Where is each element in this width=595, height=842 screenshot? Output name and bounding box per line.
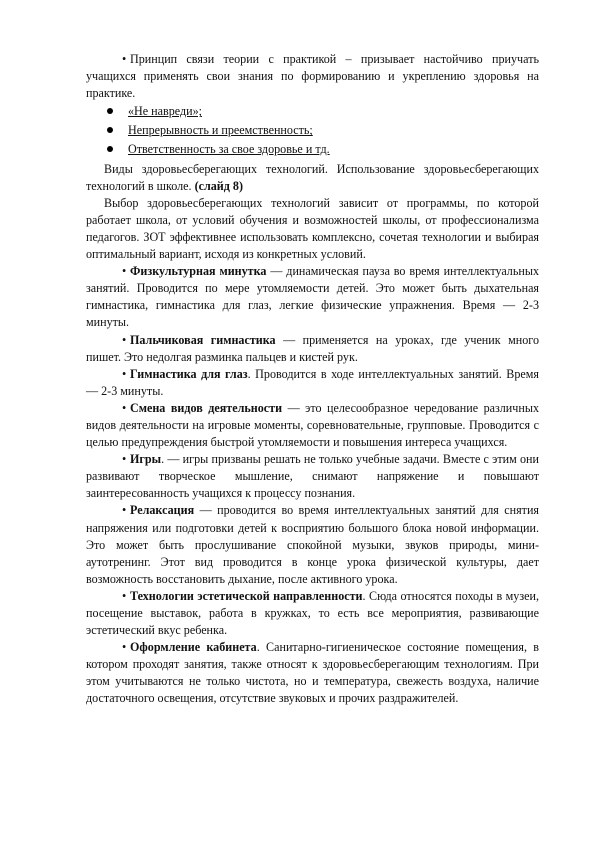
list-item: • Игры. — игры призваны решать не только учебные задачи. Вместе с этим они развивают творческое мышление, снимают напряжение и повышают заинтересованность учащихся к процессу познания. — [86, 452, 539, 501]
symbol-bullet-item: «Не навреди»; — [86, 103, 539, 120]
paragraph-types: Виды здоровьесберегающих технологий. Использование здоровьесберегающих технологий в школе. (слайд 8) — [86, 161, 539, 193]
list-item: • Релаксация — проводится во время интеллектуальных занятий для снятия напряжения или подготовки детей к восприятию большого блока новой информации. Это может быть прослушивание спокойной музыки, звуков природы, мини-аутотренинг. Этот вид проводится в конце урока физической культуры, дает возможность восстановить дыхание, после активного урока. — [86, 503, 539, 586]
list-item: • Пальчиковая гимнастика — применяется на уроках, где ученик много пишет. Это недолгая разминка пальцев и кистей рук. — [86, 332, 539, 364]
bullet: • — [122, 52, 127, 66]
bullet-dot-icon — [107, 127, 113, 133]
symbol-bullet-item: Непрерывность и преемственность; — [86, 122, 539, 139]
list-item: • Технологии эстетической направленности. Сюда относятся походы в музеи, посещение выставок, работа в кружках, то есть все мероприятия, развивающие эстетический вкус ребенка. — [86, 588, 539, 638]
bullet-dot-icon — [107, 108, 113, 114]
list-item: • Гимнастика для глаз. Проводится в ходе интеллектуальных занятий. Время — 2-3 минуты. — [86, 366, 539, 398]
list-item: • Физкультурная минутка — динамическая пауза во время интеллектуальных занятий. Проводится по мере утомляемости детей. Это может быть дыхательная гимнастика, гимнастика для глаз, легкие физические упражнения. Время — 2-3 минуты. — [86, 264, 540, 330]
list-item: • Оформление кабинета. Санитарно-гигиеническое состояние помещения, в котором проходят занятия, также относят к здоровьесберегающим технологиям. При этом учитываются не только чистота, но и температура, свежесть воздуха, наличие достаточного освещения, отсутствие звуковых и прочих раздражителей. — [86, 640, 540, 706]
paragraph-principle: • Принцип связи теории с практикой – призывает настойчиво приучать учащихся применять свои знания по формированию и укреплению здоровья на практике. — [86, 52, 539, 101]
bullet-dot-icon — [107, 146, 113, 152]
symbol-bullet-item: Ответственность за свое здоровье и тд. — [86, 141, 539, 158]
list-item: • Смена видов деятельности — это целесообразное чередование различных видов деятельности на игровые моменты, соревновательные, групповые. Проводится с целью предупреждения быстрой утомляемости и повышения интереса учащихся. — [86, 400, 539, 450]
document-body — [86, 51, 539, 708]
paragraph-choice: Выбор здоровьесберегающих технологий зависит от программы, по которой работает школа, от условий обучения и возможностей школы, от профессионализма педагогов. ЗОТ эффективнее использовать комплексно, сочетая технологии и выбирая оптимальный вариант, исходя из конкретных условий. — [86, 195, 539, 262]
